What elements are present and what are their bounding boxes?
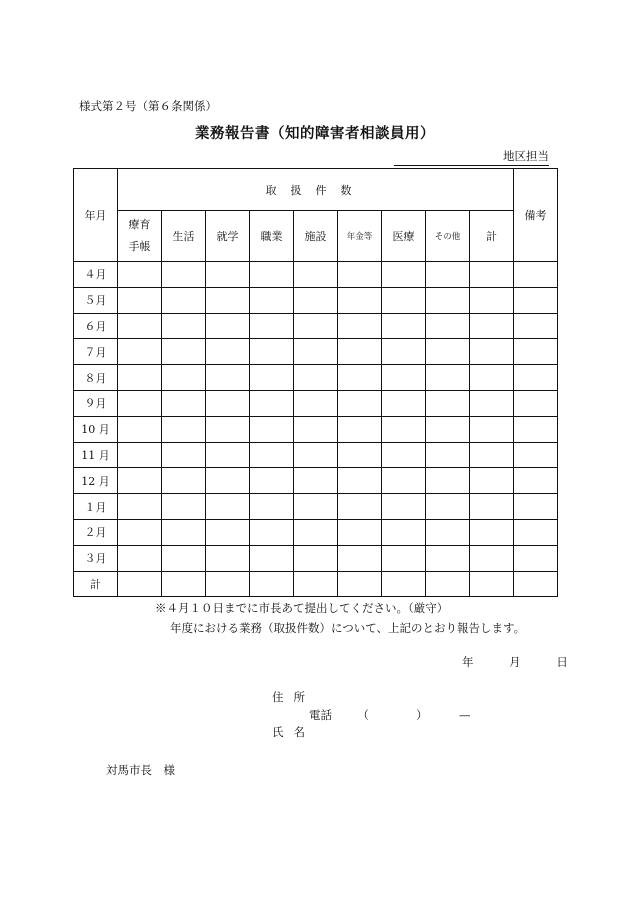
shisetsu-header: 施設 (294, 211, 338, 262)
row-label: 11 月 (74, 442, 118, 468)
count-cell[interactable] (162, 519, 206, 545)
count-cell[interactable] (426, 545, 470, 571)
count-cell[interactable] (470, 287, 514, 313)
count-cell[interactable] (338, 545, 382, 571)
addressee: 対馬市長 様 (106, 763, 175, 777)
count-cell[interactable] (294, 339, 338, 365)
kei-header: 計 (470, 211, 514, 262)
count-cell[interactable] (426, 519, 470, 545)
count-cell[interactable] (382, 571, 426, 597)
count-cell[interactable] (206, 339, 250, 365)
table-row (74, 313, 558, 339)
count-cell[interactable] (470, 571, 514, 597)
table-row (74, 365, 558, 391)
count-cell[interactable] (250, 468, 294, 494)
remarks-cell[interactable] (514, 442, 558, 468)
shugaku-header: 就学 (206, 211, 250, 262)
count-cell[interactable] (162, 390, 206, 416)
count-cell[interactable] (470, 545, 514, 571)
count-cell[interactable] (426, 262, 470, 288)
count-cell[interactable] (426, 442, 470, 468)
sonota-header: その他 (426, 211, 470, 262)
count-cell[interactable] (206, 468, 250, 494)
remarks-cell[interactable] (514, 468, 558, 494)
count-cell[interactable] (206, 571, 250, 597)
count-cell[interactable] (470, 365, 514, 391)
district-in-charge-field: 地区担当 (394, 148, 549, 166)
row-label: 12 月 (74, 468, 118, 494)
address-label: 住所 (272, 690, 315, 704)
count-cell[interactable] (426, 494, 470, 520)
count-cell[interactable] (382, 313, 426, 339)
count-cell[interactable] (338, 262, 382, 288)
remarks-cell[interactable] (514, 494, 558, 520)
count-cell[interactable] (118, 365, 162, 391)
count-cell[interactable] (118, 287, 162, 313)
remarks-cell[interactable] (514, 262, 558, 288)
count-cell[interactable] (382, 287, 426, 313)
date-year-label: 年 (462, 655, 474, 669)
count-cell[interactable] (338, 571, 382, 597)
count-cell[interactable] (338, 468, 382, 494)
table-row (74, 262, 558, 288)
count-cell[interactable] (206, 442, 250, 468)
remarks-header: 備考 (514, 169, 558, 262)
phone-close-paren: ） (416, 708, 428, 722)
count-cell[interactable] (426, 287, 470, 313)
count-cell[interactable] (250, 494, 294, 520)
count-cell[interactable] (294, 313, 338, 339)
row-label: １月 (74, 494, 118, 520)
row-label: ５月 (74, 287, 118, 313)
count-cell[interactable] (470, 442, 514, 468)
report-statement: 年度における業務（取扱件数）について、上記のとおり報告します。 (170, 621, 526, 635)
count-cell[interactable] (118, 494, 162, 520)
count-cell[interactable] (426, 571, 470, 597)
count-cell[interactable] (162, 287, 206, 313)
count-cell[interactable] (382, 494, 426, 520)
count-cell[interactable] (250, 262, 294, 288)
count-cell[interactable] (162, 416, 206, 442)
nenkin-header: 年金等 (338, 211, 382, 262)
count-cell[interactable] (338, 313, 382, 339)
count-cell[interactable] (206, 262, 250, 288)
count-cell[interactable] (338, 390, 382, 416)
remarks-cell[interactable] (514, 416, 558, 442)
count-cell[interactable] (206, 390, 250, 416)
count-cell[interactable] (426, 416, 470, 442)
techo-label: 手帳 (128, 240, 151, 253)
count-cell[interactable] (294, 262, 338, 288)
table-row (74, 416, 558, 442)
row-label: ８月 (74, 365, 118, 391)
count-cell[interactable] (382, 262, 426, 288)
count-cell[interactable] (118, 416, 162, 442)
table-row (74, 545, 558, 571)
row-label: 計 (74, 571, 118, 597)
phone-dash: — (458, 708, 471, 722)
date-day-label: 日 (556, 655, 568, 669)
count-cell[interactable] (162, 494, 206, 520)
count-cell[interactable] (426, 468, 470, 494)
count-cell[interactable] (382, 442, 426, 468)
count-cell[interactable] (294, 287, 338, 313)
row-label: ４月 (74, 262, 118, 288)
year-month-header: 年月 (74, 169, 118, 262)
count-cell[interactable] (426, 365, 470, 391)
count-cell[interactable] (382, 339, 426, 365)
count-cell[interactable] (206, 494, 250, 520)
table-row (74, 442, 558, 468)
count-cell[interactable] (250, 390, 294, 416)
count-cell[interactable] (162, 339, 206, 365)
shokugyo-header: 職業 (250, 211, 294, 262)
row-label: 10 月 (74, 416, 118, 442)
table-row (74, 519, 558, 545)
count-cell[interactable] (250, 365, 294, 391)
remarks-cell[interactable] (514, 339, 558, 365)
count-cell[interactable] (118, 545, 162, 571)
ryoiku-techo-header (118, 211, 162, 262)
count-cell[interactable] (162, 313, 206, 339)
count-cell[interactable] (470, 390, 514, 416)
count-cell[interactable] (250, 313, 294, 339)
count-cell[interactable] (206, 287, 250, 313)
remarks-cell[interactable] (514, 519, 558, 545)
remarks-cell[interactable] (514, 287, 558, 313)
count-cell[interactable] (382, 468, 426, 494)
count-cell[interactable] (162, 571, 206, 597)
count-cell[interactable] (118, 519, 162, 545)
row-label: ６月 (74, 313, 118, 339)
count-cell[interactable] (338, 287, 382, 313)
document-title: 業務報告書（知的障害者相談員用） (195, 125, 435, 142)
count-cell[interactable] (250, 545, 294, 571)
iryo-header: 医療 (382, 211, 426, 262)
phone-open-paren: （ (357, 708, 369, 722)
seikatsu-header: 生活 (162, 211, 206, 262)
count-cell[interactable] (470, 416, 514, 442)
count-cell[interactable] (118, 262, 162, 288)
count-cell[interactable] (294, 545, 338, 571)
count-cell[interactable] (206, 545, 250, 571)
count-cell[interactable] (382, 519, 426, 545)
count-cell[interactable] (250, 416, 294, 442)
count-cell[interactable] (338, 494, 382, 520)
count-cell[interactable] (250, 571, 294, 597)
count-cell[interactable] (338, 442, 382, 468)
table-row (74, 287, 558, 313)
phone-label: 電話 (309, 708, 332, 722)
count-cell[interactable] (118, 390, 162, 416)
count-cell[interactable] (382, 365, 426, 391)
count-cell[interactable] (338, 365, 382, 391)
table-row (74, 390, 558, 416)
submission-notice: ※４月１０日までに市長あて提出してください。（厳守） (155, 601, 449, 615)
count-cell[interactable] (470, 468, 514, 494)
count-cell[interactable] (470, 494, 514, 520)
count-cell[interactable] (382, 390, 426, 416)
count-cell[interactable] (294, 390, 338, 416)
count-cell[interactable] (338, 416, 382, 442)
count-cell[interactable] (162, 442, 206, 468)
table-row (74, 468, 558, 494)
count-cell[interactable] (294, 468, 338, 494)
report-date (462, 654, 568, 670)
count-cell[interactable] (250, 339, 294, 365)
form-number: 様式第２号（第６条関係） (79, 99, 217, 113)
count-cell[interactable] (162, 365, 206, 391)
report-table (73, 168, 558, 597)
phone-line (309, 707, 470, 723)
count-cell[interactable] (470, 339, 514, 365)
date-month-label: 月 (509, 655, 521, 669)
count-cell[interactable] (294, 442, 338, 468)
count-cell[interactable] (294, 416, 338, 442)
count-cell[interactable] (426, 313, 470, 339)
count-cell[interactable] (294, 365, 338, 391)
count-cell[interactable] (250, 519, 294, 545)
count-cell[interactable] (206, 519, 250, 545)
count-cell[interactable] (294, 519, 338, 545)
count-cell[interactable] (338, 519, 382, 545)
table-row (74, 339, 558, 365)
remarks-cell[interactable] (514, 313, 558, 339)
row-label: ７月 (74, 339, 118, 365)
count-cell[interactable] (118, 571, 162, 597)
table-row (74, 494, 558, 520)
table-row (74, 571, 558, 597)
remarks-cell[interactable] (514, 390, 558, 416)
count-cell[interactable] (118, 468, 162, 494)
count-cell[interactable] (118, 313, 162, 339)
row-label: ２月 (74, 519, 118, 545)
count-cell[interactable] (426, 339, 470, 365)
count-cell[interactable] (294, 571, 338, 597)
count-cell[interactable] (118, 442, 162, 468)
count-cell[interactable] (118, 339, 162, 365)
handled-cases-header: 取扱件数 (118, 169, 514, 211)
count-cell[interactable] (162, 468, 206, 494)
row-label: ３月 (74, 545, 118, 571)
count-cell[interactable] (426, 390, 470, 416)
count-cell[interactable] (382, 545, 426, 571)
count-cell[interactable] (206, 313, 250, 339)
count-cell[interactable] (470, 262, 514, 288)
count-cell[interactable] (206, 416, 250, 442)
ryoiku-label: 療育 (128, 218, 151, 231)
remarks-cell[interactable] (514, 545, 558, 571)
count-cell[interactable] (162, 545, 206, 571)
count-cell[interactable] (250, 287, 294, 313)
count-cell[interactable] (206, 365, 250, 391)
count-cell[interactable] (294, 494, 338, 520)
remarks-cell[interactable] (514, 571, 558, 597)
count-cell[interactable] (382, 416, 426, 442)
count-cell[interactable] (338, 339, 382, 365)
count-cell[interactable] (470, 519, 514, 545)
count-cell[interactable] (470, 313, 514, 339)
name-label: 氏名 (272, 725, 315, 739)
remarks-cell[interactable] (514, 365, 558, 391)
count-cell[interactable] (162, 262, 206, 288)
row-label: ９月 (74, 390, 118, 416)
count-cell[interactable] (250, 442, 294, 468)
